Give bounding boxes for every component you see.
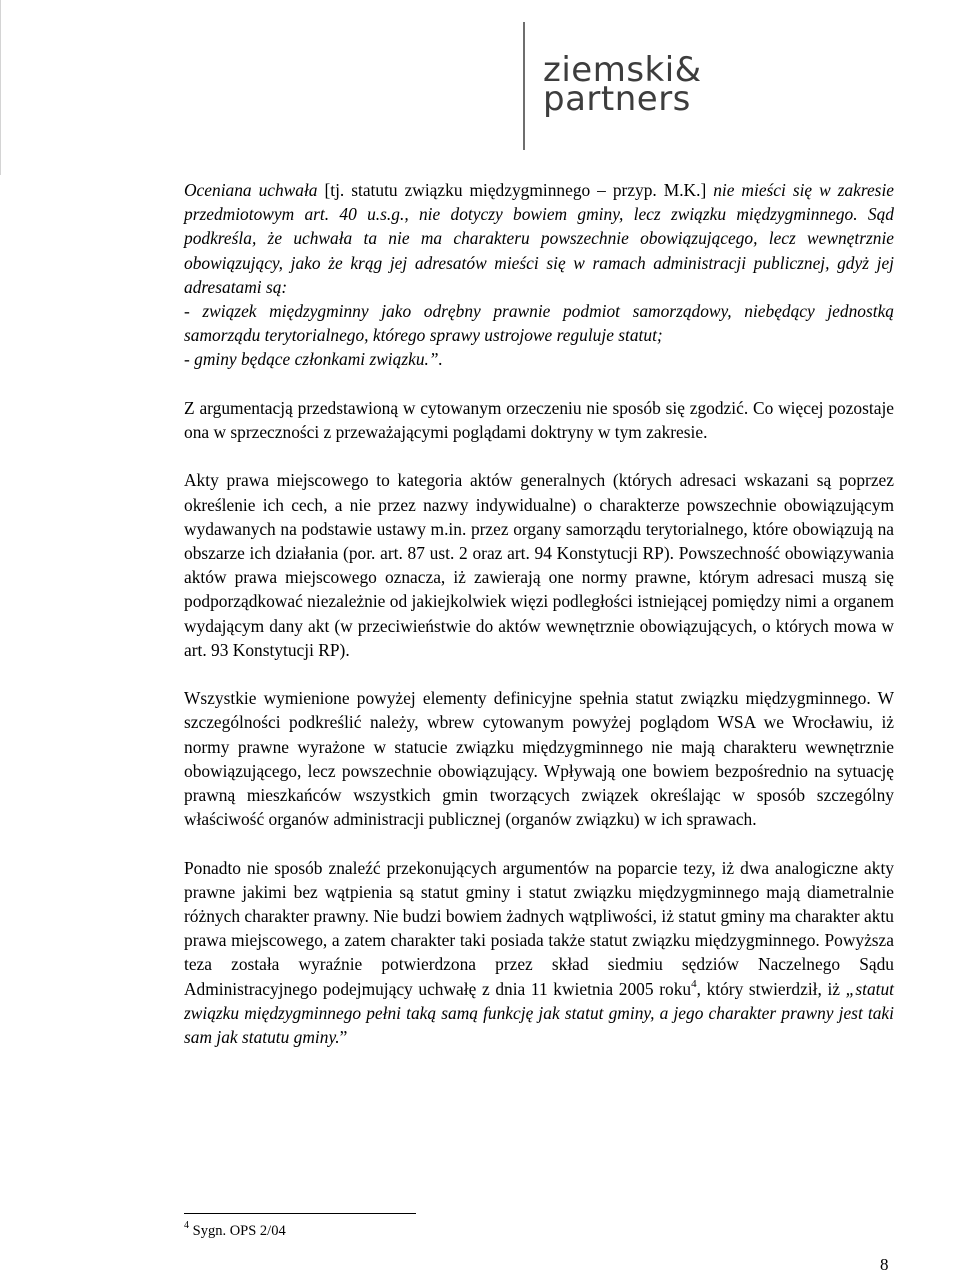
resolution-quote-end: ” xyxy=(339,1027,348,1048)
paragraph-2: Z argumentacją przedstawioną w cytowanym orzeczeniu nie sposób się zgodzić. Co więcej pozostaje ona w sprzeczności z przeważającymi poglądami doktryny w tym zakresie. xyxy=(184,397,894,443)
paragraph-4: Wszystkie wymienione powyżej elementy definicyjne spełnia statut związku międzygminnego. W szczególności podkreślić należy, wbrew cytowanym powyżej poglądom WSA we Wrocławiu, iż normy prawne wyrażone w statucie związku międzygminnego nie mają charakteru wewnętrznie obowiązującego, lecz powszechnie obowiązujący. Wpływają one bowiem bezpośrednio na sytuację prawną mieszkańców wszystkich gmin tworzących związek określając w sposób szczególny właściwość organów administracji publicznej (organów związku) w ich sprawach. xyxy=(184,688,894,830)
quote-intro: Oceniana uchwała xyxy=(184,180,318,200)
footnote-reference: 4 xyxy=(691,977,697,990)
quote-body: nie mieści się w zakresie przedmiotowym art. 40 u.s.g., nie dotyczy bowiem gminy, lecz związku międzygminnego. Sąd podkreśla, że uchwała ta nie ma charakteru powszechnie obowiązującego, lecz wewnętrznie obowiązujący, jako że krąg jej adresatów mieści się w ramach administracji publicznej, gdyż jej adresatami są: xyxy=(184,180,894,297)
quote-bullet-2: - gminy będące członkami związku.”. xyxy=(184,349,443,370)
page-edge-line xyxy=(0,0,1,175)
paragraph-3: Akty prawa miejscowego to kategoria aktów generalnych (których adresaci wskazani są poprzez określenie ich cech, a nie przez nazwy indywidualne) o charakterze powszechnie obowiązującym wydawanych na podstawie ustawy m.in. przez organy samorządu terytorialnego, które obowiązują na obszarze ich działania (por. art. 87 ust. 2 oraz art. 94 Konstytucji RP). Powszechność obowiązywania aktów prawa miejscowego oznacza, iż zawierają one normy prawne, którym adresaci muszą się podporządkować niezależnie od jakiejkolwiek więzi podległości istniejącej pomiędzy nimi a organem wydającym dany akt (w przeciwieństwie do aktów wewnętrznie obowiązujących, o których mowa w art. 93 Konstytucji RP). xyxy=(184,470,894,660)
page-number: 8 xyxy=(880,1255,889,1274)
quote-bullet-1: - związek międzygminny jako odrębny prawnie podmiot samorządowy, niebędący jednostką samorządu terytorialnego, którego sprawy ustrojowe reguluje statut; xyxy=(184,301,894,346)
logo-divider xyxy=(523,22,525,150)
quote-editor-note: [tj. statutu związku międzygminnego – przyp. M.K.] xyxy=(317,180,714,200)
firm-logo xyxy=(543,50,702,119)
footnote-number: 4 xyxy=(184,1220,189,1232)
footnote-text: Sygn. OPS 2/04 xyxy=(189,1223,286,1239)
document-body xyxy=(184,178,894,1073)
paragraph-5-text: Ponadto nie sposób znaleźć przekonujących argumentów na poparcie tezy, iż dwa analogiczne akty prawne jakimi bez wątpienia są statut gminy i statut związku międzygminnego mają diametralnie różnych charakter prawny. Nie budzi bowiem żadnych wątpliwości, iż statut gminy ma charakter aktu prawa miejscowego, a zatem charakter taki posiada także statut związku międzygminnego. Powyższa teza została wyraźnie potwierdzona przez skład siedmiu sędziów Naczelnego Sądu Administracyjnego podejmujący uchwałę z dnia 11 kwietnia 2005 roku xyxy=(184,857,894,999)
logo-line-1: ziemski& xyxy=(543,50,702,90)
paragraph-5-text-after: , który stwierdził, iż xyxy=(696,978,846,999)
quote-paragraph xyxy=(184,178,894,372)
footnote xyxy=(184,1222,286,1240)
resolution-quote: „statut związku międzygminnego pełni taką samą funkcję jak statut gminy, a jego charakter prawny jest taki sam jak statutu gminy. xyxy=(184,978,894,1048)
footnote-separator xyxy=(184,1213,416,1214)
logo-line-2: partners xyxy=(543,79,691,119)
paragraph-5 xyxy=(184,856,894,1050)
